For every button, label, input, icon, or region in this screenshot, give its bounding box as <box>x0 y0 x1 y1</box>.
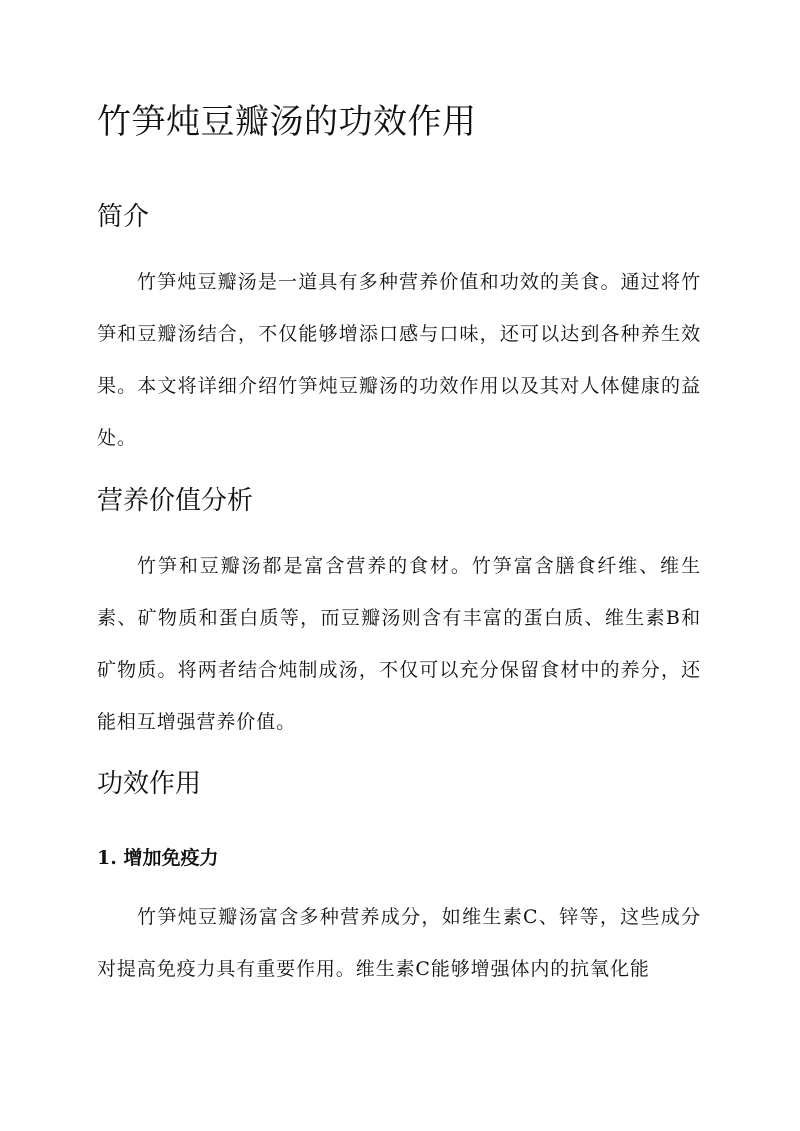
subsection-paragraph-immunity: 竹笋炖豆瓣汤富含多种营养成分，如维生素C、锌等，这些成分对提高免疫力具有重要作用。维生素C能够增强体内的抗氧化能 <box>97 906 701 980</box>
subsection-heading-immunity: 1. 增加免疫力 <box>97 847 219 869</box>
section-heading-intro: 简介 <box>97 202 150 232</box>
section-paragraph-intro: 竹笋炖豆瓣汤是一道具有多种营养价值和功效的美食。通过将竹笋和豆瓣汤结合，不仅能够增添口感与口味，还可以达到各种养生效果。本文将详细介绍竹笋炖豆瓣汤的功效作用以及其对人体健康的益处。 <box>97 271 701 449</box>
document-title: 竹笋炖豆瓣汤的功效作用 <box>97 102 477 142</box>
section-paragraph-nutrition: 竹笋和豆瓣汤都是富含营养的食材。竹笋富含膳食纤维、维生素、矿物质和蛋白质等，而豆瓣汤则含有丰富的蛋白质、维生素B和矿物质。将两者结合炖制成汤，不仅可以充分保留食材中的养分，还能相互增强营养价值。 <box>97 555 701 733</box>
section-heading-nutrition: 营养价值分析 <box>97 486 254 516</box>
section-heading-effects: 功效作用 <box>97 769 202 799</box>
